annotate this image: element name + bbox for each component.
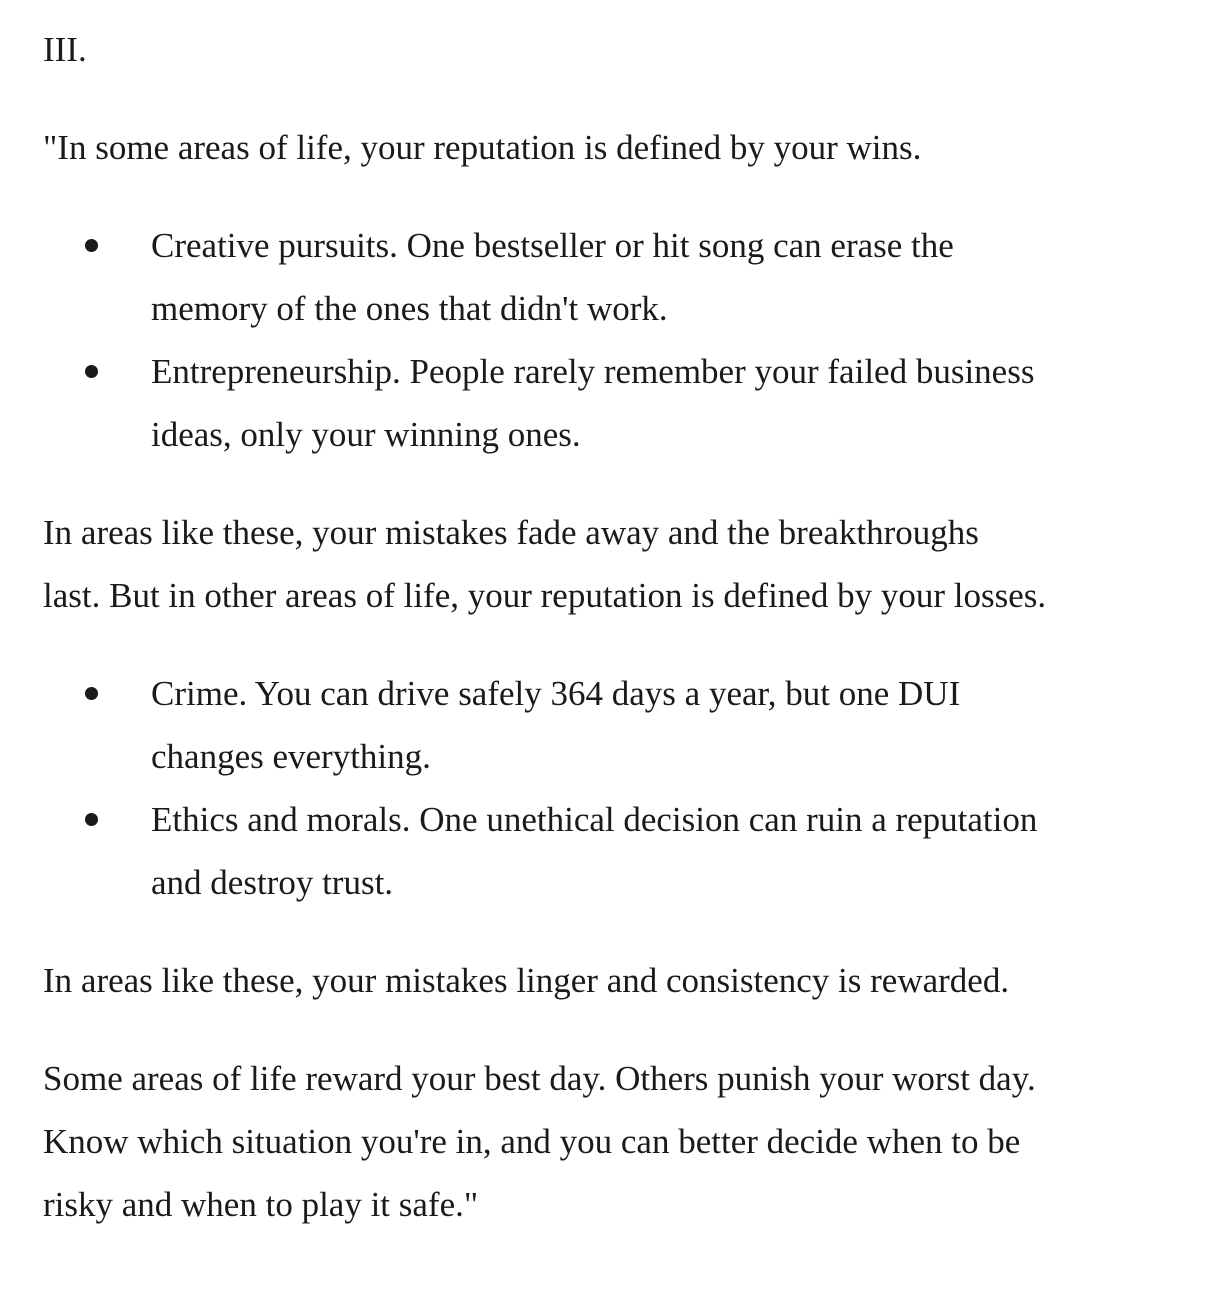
document-body	[43, 18, 1203, 1236]
losses-list	[43, 662, 1203, 914]
intro-paragraph: "In some areas of life, your reputation is defined by your wins.	[43, 128, 922, 167]
paragraph-line: Know which situation you're in, and you can better decide when to be	[43, 1122, 1021, 1161]
list-item	[43, 214, 1203, 340]
list-item	[43, 340, 1203, 466]
bullet-icon	[85, 365, 98, 378]
paragraph-line: last. But in other areas of life, your reputation is defined by your losses.	[43, 576, 1047, 615]
body-paragraph	[43, 501, 1203, 627]
closing-paragraph	[43, 1047, 1203, 1236]
paragraph-line: risky and when to play it safe."	[43, 1185, 479, 1224]
list-item-line: Ethics and morals. One unethical decision can ruin a reputation	[151, 800, 1038, 839]
bullet-icon	[85, 813, 98, 826]
list-item-line: Entrepreneurship. People rarely remember your failed business	[151, 352, 1035, 391]
spacer	[43, 81, 1203, 116]
list-item-line: and destroy trust.	[151, 863, 394, 902]
body-paragraph: In areas like these, your mistakes linger and consistency is rewarded.	[43, 961, 1010, 1000]
spacer	[43, 1012, 1203, 1047]
list-item-line: Creative pursuits. One bestseller or hit song can erase the	[151, 226, 954, 265]
bullet-icon	[85, 687, 98, 700]
wins-list	[43, 214, 1203, 466]
section-number: III.	[43, 30, 87, 69]
list-item-line: ideas, only your winning ones.	[151, 415, 581, 454]
spacer	[43, 179, 1203, 214]
spacer	[43, 466, 1203, 501]
list-item	[43, 662, 1203, 788]
paragraph-line: Some areas of life reward your best day. Others punish your worst day.	[43, 1059, 1036, 1098]
bullet-icon	[85, 239, 98, 252]
list-item-line: changes everything.	[151, 737, 431, 776]
list-item	[43, 788, 1203, 914]
paragraph-line: In areas like these, your mistakes fade away and the breakthroughs	[43, 513, 979, 552]
spacer	[43, 914, 1203, 949]
list-item-line: Crime. You can drive safely 364 days a year, but one DUI	[151, 674, 961, 713]
spacer	[43, 627, 1203, 662]
list-item-line: memory of the ones that didn't work.	[151, 289, 668, 328]
